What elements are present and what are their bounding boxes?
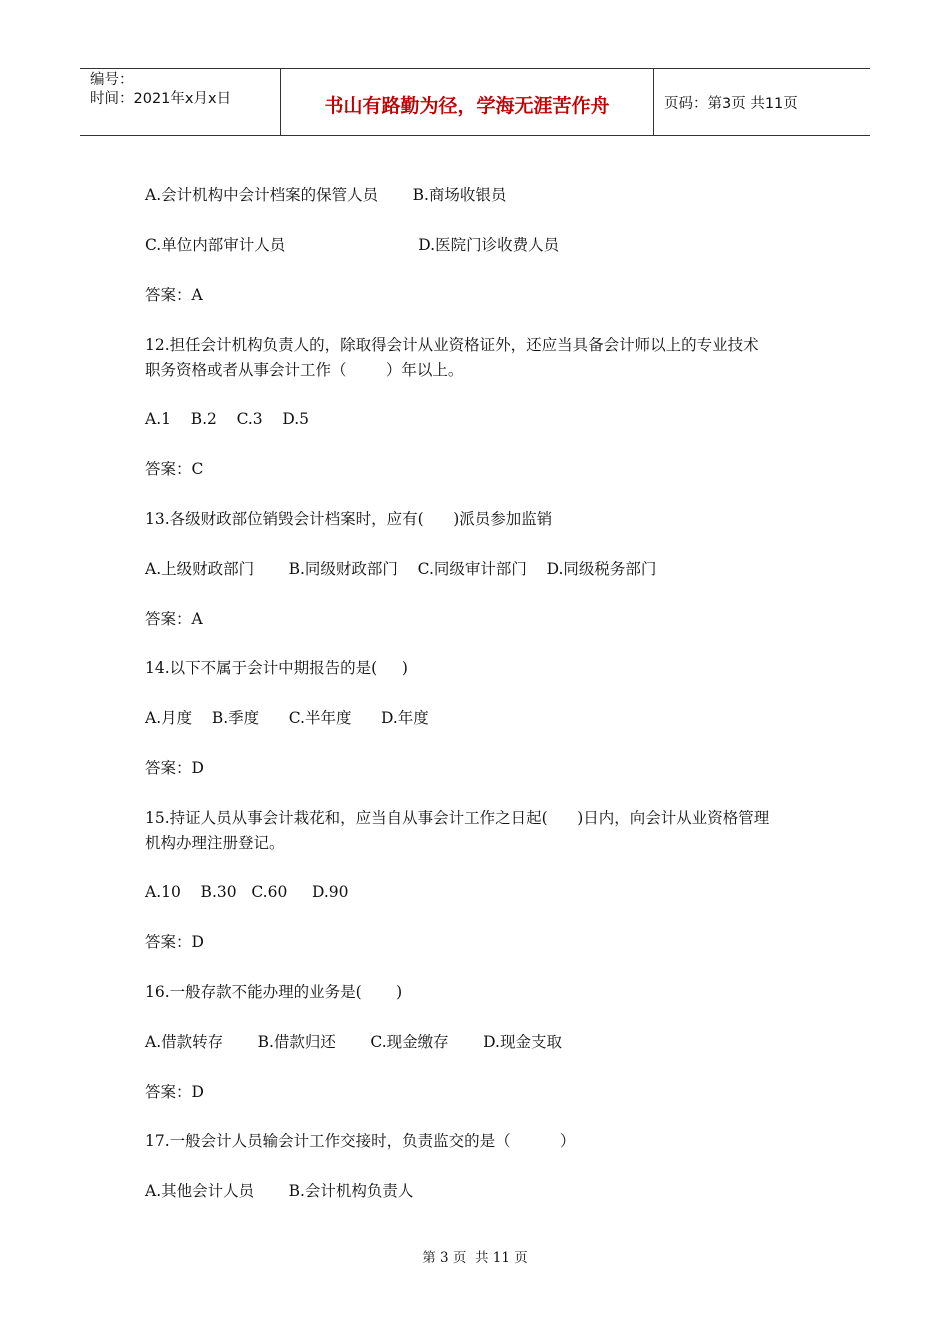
serial-number-label: 编号： xyxy=(90,72,134,88)
page-header xyxy=(80,68,870,136)
q11-options-ab: A.会计机构中会计档案的保管人员 B.商场收银员 xyxy=(145,186,507,204)
q12-answer: 答案：C xyxy=(145,460,204,478)
q17-options: A.其他会计人员 B.会计机构负责人 xyxy=(145,1182,414,1200)
q15-options: A.10 B.30 C.60 D.90 xyxy=(145,883,349,901)
header-motto: 书山有路勤为径，学海无涯苦作舟 xyxy=(281,69,654,135)
q14-text: 14.以下不属于会计中期报告的是( ) xyxy=(145,659,408,677)
header-page-info: 页码：第3页 共11页 xyxy=(664,95,798,112)
q13-options: A.上级财政部门 B.同级财政部门 C.同级审计部门 D.同级税务部门 xyxy=(145,560,657,578)
q12-options: A.1 B.2 C.3 D.5 xyxy=(145,410,310,428)
q17-text: 17.一般会计人员输会计工作交接时，负责监交的是（ ） xyxy=(145,1132,576,1150)
q15-answer: 答案：D xyxy=(145,933,204,951)
q15-text-line1: 15.持证人员从事会计栽花和，应当自从事会计工作之日起( )日内，向会计从业资格管理 xyxy=(145,809,770,827)
date-label: 时间：2021年x月x日 xyxy=(90,91,232,107)
header-meta xyxy=(80,69,281,135)
q14-answer: 答案：D xyxy=(145,759,204,777)
q15-text-line2: 机构办理注册登记。 xyxy=(145,834,285,852)
q12-text-line2: 职务资格或者从事会计工作（ ）年以上。 xyxy=(145,361,464,379)
q11-answer: 答案：A xyxy=(145,286,203,304)
q13-answer: 答案：A xyxy=(145,610,203,628)
q16-answer: 答案：D xyxy=(145,1083,204,1101)
q14-options: A.月度 B.季度 C.半年度 D.年度 xyxy=(145,709,429,727)
q16-text: 16.一般存款不能办理的业务是( ) xyxy=(145,983,403,1001)
q13-text: 13.各级财政部位销毁会计档案时，应有( )派员参加监销 xyxy=(145,510,553,528)
page-footer: 第 3 页 共 11 页 xyxy=(422,1250,528,1266)
q16-options: A.借款转存 B.借款归还 C.现金缴存 D.现金支取 xyxy=(145,1033,562,1051)
q12-text-line1: 12.担任会计机构负责人的，除取得会计从业资格证外，还应当具备会计师以上的专业技术 xyxy=(145,336,759,354)
q11-options-cd: C.单位内部审计人员 D.医院门诊收费人员 xyxy=(145,236,560,254)
